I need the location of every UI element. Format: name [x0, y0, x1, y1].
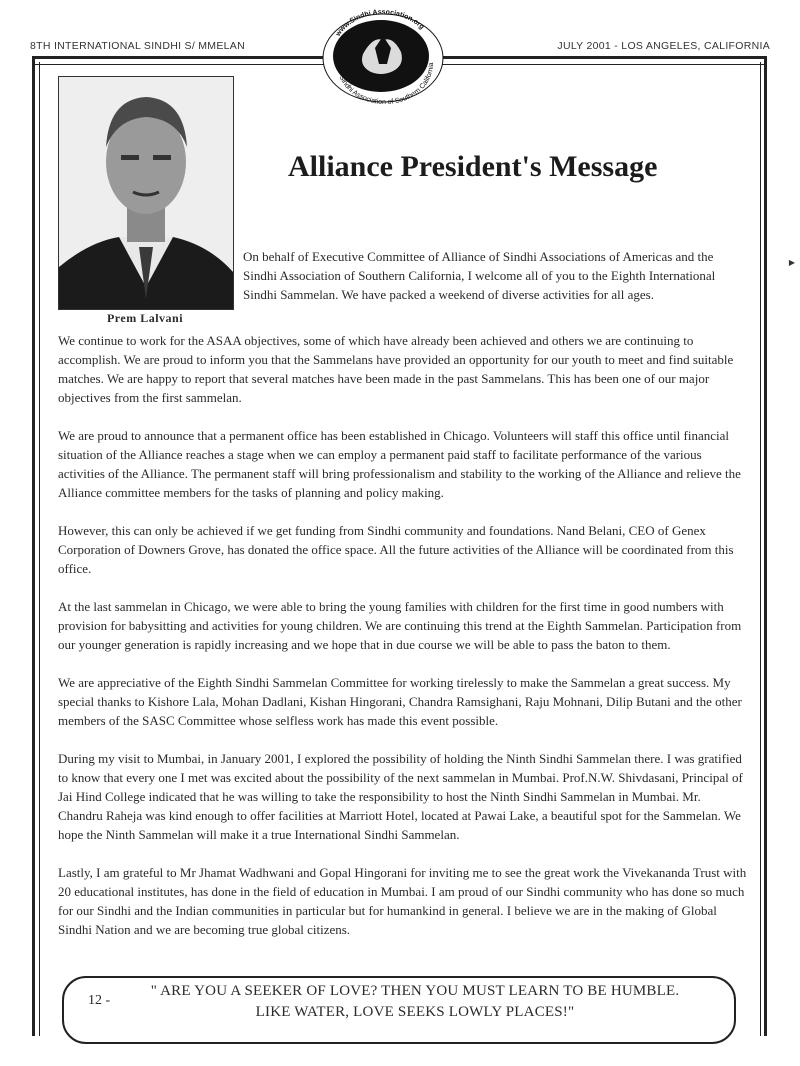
svg-text:Sindhi Association of Southern: Sindhi Association of Southern California [337, 62, 436, 107]
paragraph: We are proud to announce that a permanent office has been established in Chicago. Volunteers will staff this office until financial situation of the Alliance reaches a stage when we can employ a permanent paid staff to facilitate performance of the various activities of the Alliance. The permanent staff will bring professionalism and stability to the working of the Alliance and relieve the Alliance committee members for the tasks of planning and policy making. [58, 428, 741, 500]
quote-line-2: LIKE WATER, LOVE SEEKS LOWLY PLACES!" [255, 1004, 575, 1020]
footer-quote [120, 981, 710, 1023]
paragraph: During my visit to Mumbai, in January 2001, I explored the possibility of holding the Ninth Sindhi Sammelan there. I was gratified to know that every one I met was excited about the possibility of the next sammelan in Mumbai. Prof.N.W. Shivdasani, Principal of Jai Hind College indicated that he was willing to take the responsibility to host the Ninth Sindhi Sammelan in Mumbai. Mr. Chandru Raheja was kind enough to offer facilities at Marriott Hotel, located at Pawai Lake, a beautiful spot for the Sammelan. We hope the Ninth Sammelan will make it a true International Sindhi Sammelan. [58, 751, 743, 842]
paragraph: However, this can only be achieved if we get funding from Sindhi community and foundations. Nand Belani, CEO of Genex Corporation of Downers Grove, has donated the office space. All the future activities of the Alliance will be coordinated from this office. [58, 523, 734, 576]
header-right: JULY 2001 - LOS ANGELES, CALIFORNIA [557, 40, 770, 52]
intro-paragraph: On behalf of Executive Committee of Alliance of Sindhi Associations of Americas and the Sindhi Association of Southern California, I welcome all of you to the Eighth International Sindhi Sammelan. We have packed a weekend of diverse activities for all ages. [243, 249, 716, 302]
page-frame-left [32, 56, 35, 1036]
paragraph: We are appreciative of the Eighth Sindhi Sammelan Committee for working tirelessly to make the Sammelan a great success. My special thanks to Kishore Lala, Mohan Dadlani, Kishan Hingorani, Chandra Ramsighani, Raju Mohnani, Dilip Butani and the other members of the SASC Committee whose selfless work has made this event possible. [58, 675, 742, 728]
president-photo [58, 76, 234, 310]
page-frame-left-inner [39, 62, 40, 1036]
page-number: 12 - [88, 993, 111, 1008]
paragraph: At the last sammelan in Chicago, we were able to bring the young families with children for the first time in good numbers with provision for babysitting and activities for young children. We are continuing this trend at the Eighth Sammelan. Participation from our younger generation is rapidly increasing and we hope that in due course we will be able to pass the baton to them. [58, 599, 742, 652]
margin-arrow-icon: ▶ [788, 258, 795, 267]
paragraph: Lastly, I am grateful to Mr Jhamat Wadhwani and Gopal Hingorani for inviting me to see the great work the Vivekananda Trust with 20 educational institutes, has done in the field of education in Mumbai. I am proud of our Sindhi community who has done so much for our Sindhi and the Indian communities in particular but for humankind in general. I believe we are in the making of Global Sindhi Nation and we are becoming true global citizens. [58, 865, 747, 937]
page-title: Alliance President's Message [288, 150, 658, 183]
paragraph: We continue to work for the ASAA objectives, some of which have already been achieved and others we are continuing to accomplish. We are proud to inform you that the Sammelans have provided an opportunity for our youth to meet and find suitable matches. We are happy to report that several matches have been made in the past Sammelans. This has been one of our major objectives from the first sammelan. [58, 333, 734, 405]
page-frame-right-inner [760, 62, 761, 1036]
message-body [58, 331, 748, 958]
header-left: 8TH INTERNATIONAL SINDHI S/ MMELAN [30, 40, 245, 52]
page-frame-right [764, 56, 767, 1036]
association-logo [313, 6, 453, 111]
quote-line-1: " ARE YOU A SEEKER OF LOVE? THEN YOU MUST LEARN TO BE HUMBLE. [150, 983, 680, 999]
svg-text:www.Sindhi Association.org: www.Sindhi Association.org [334, 8, 426, 38]
photo-caption: Prem Lalvani [106, 311, 184, 325]
